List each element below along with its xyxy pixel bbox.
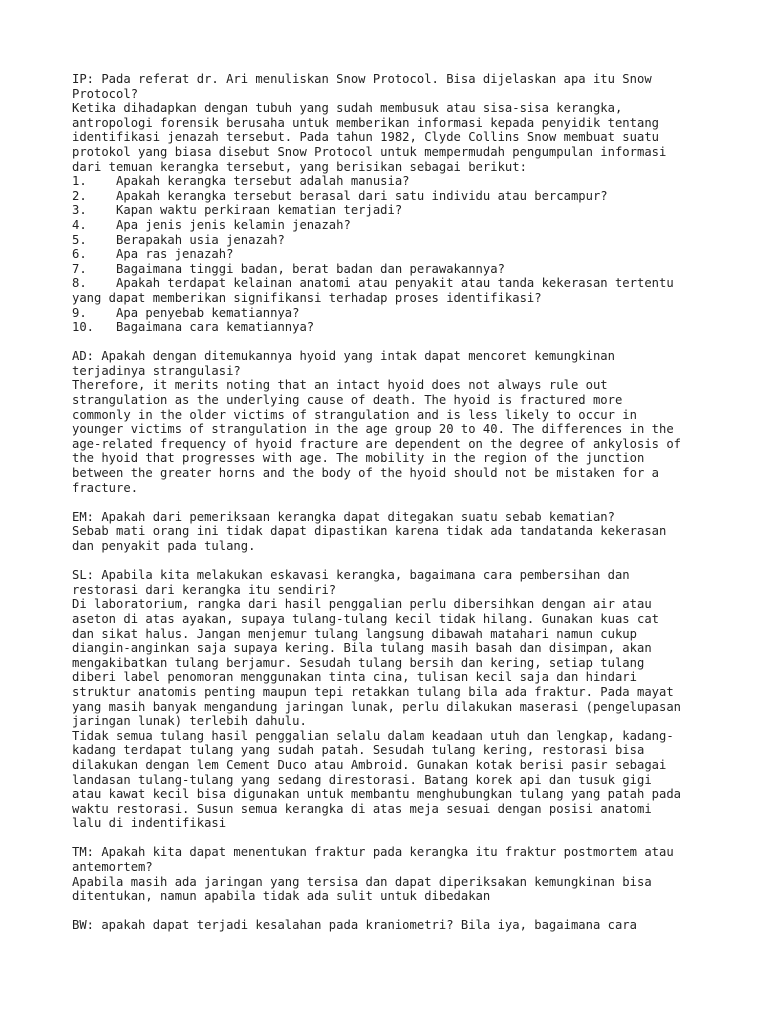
text-line: BW: apakah dapat terjadi kesalahan pada kraniometri? Bila iya, bagaimana cara [72, 918, 637, 933]
text-line: commonly in the older victims of strangulation and is less likely to occur in [72, 407, 637, 422]
text-line: fracture. [72, 480, 139, 495]
list-item: 7. Bagaimana tinggi badan, berat badan dan perawakannya? [72, 261, 505, 276]
section-ad [72, 349, 712, 495]
text-line: kadang terdapat tulang yang sudah patah. Sesudah tulang kering, restorasi bisa [72, 743, 645, 758]
text-line: struktur anatomis penting maupun tepi retakkan tulang bila ada fraktur. Pada mayat [72, 684, 674, 699]
list-item: 8. Apakah terdapat kelainan anatomi atau penyakit atau tanda kekerasan tertentu [72, 276, 674, 291]
section-bw [72, 918, 712, 933]
text-line: mengakibatkan tulang berjamur. Sesudah tulang bersih dan kering, setiap tulang [72, 655, 645, 670]
text-line: identifikasi jenazah tersebut. Pada tahun 1982, Clyde Collins Snow membuat suatu [72, 130, 659, 145]
text-line: protokol yang biasa disebut Snow Protocol untuk mempermudah pengumpulan informasi [72, 144, 667, 159]
text-line: jaringan lunak) terlebih dahulu. [72, 714, 307, 729]
text-line: AD: Apakah dengan ditemukannya hyoid yang intak dapat mencoret kemungkinan [72, 349, 615, 364]
list-item: 3. Kapan waktu perkiraan kematian terjadi? [72, 203, 403, 218]
text-line: EM: Apakah dari pemeriksaan kerangka dapat ditegakan suatu sebab kematian? [72, 509, 615, 524]
text-line: terjadinya strangulasi? [72, 363, 241, 378]
list-item: yang dapat memberikan signifikansi terhadap proses identifikasi? [72, 290, 542, 305]
list-item: 10. Bagaimana cara kematiannya? [72, 320, 315, 335]
text-line: TM: Apakah kita dapat menentukan fraktur pada kerangka itu fraktur postmortem atau [72, 845, 674, 860]
text-line: diberi label penomoran menggunakan tinta cina, tulisan kecil saja dan hindari [72, 670, 637, 685]
text-line: dan sikat halus. Jangan menjemur tulang langsung dibawah matahari namun cukup [72, 626, 637, 641]
list-item: 5. Berapakah usia jenazah? [72, 232, 285, 247]
text-line: atau kawat kecil bisa digunakan untuk membantu menghubungkan tulang yang patah pada [72, 787, 682, 802]
text-line: ditentukan, namun apabila tidak ada sulit untuk dibedakan [72, 889, 491, 904]
text-line: Apabila masih ada jaringan yang tersisa dan dapat diperiksakan kemungkinan bisa [72, 874, 652, 889]
list-item: 6. Apa ras jenazah? [72, 247, 234, 262]
text-line: the hyoid that progresses with age. The mobility in the region of the junction [72, 451, 645, 466]
text-line: Tidak semua tulang hasil penggalian selalu dalam keadaan utuh dan lengkap, kadang- [72, 728, 674, 743]
text-line: aseton di atas ayakan, supaya tulang-tulang kecil tidak hilang. Gunakan kuas cat [72, 611, 659, 626]
text-line: Di laboratorium, rangka dari hasil penggalian perlu dibersihkan dengan air atau [72, 597, 652, 612]
text-line: IP: Pada referat dr. Ari menuliskan Snow Protocol. Bisa dijelaskan apa itu Snow [72, 72, 652, 86]
text-line: restorasi dari kerangka itu sendiri? [72, 582, 337, 597]
section-sl [72, 568, 712, 831]
section-tm [72, 845, 712, 903]
list-item: 1. Apakah kerangka tersebut adalah manusia? [72, 174, 410, 189]
text-line: Therefore, it merits noting that an intact hyoid does not always rule out [72, 378, 608, 393]
text-line: dari temuan kerangka tersebut, yang berisikan sebagai berikut: [72, 159, 527, 174]
text-line: dan penyakit pada tulang. [72, 539, 256, 553]
text-line: strangulation as the underlying cause of death. The hyoid is fractured more [72, 393, 623, 408]
text-line: Ketika dihadapkan dengan tubuh yang sudah membusuk atau sisa-sisa kerangka, [72, 101, 623, 116]
text-line: age-related frequency of hyoid fracture are dependent on the degree of ankylosis of [72, 436, 682, 451]
text-line: diangin-anginkan saja supaya kering. Bila tulang masih basah dan disimpan, akan [72, 641, 652, 656]
text-line: antropologi forensik berusaha untuk memberikan informasi kepada penyidik tentang [72, 115, 659, 130]
list-item: 2. Apakah kerangka tersebut berasal dari satu individu atau bercampur? [72, 188, 608, 203]
list-item: 4. Apa jenis jenis kelamin jenazah? [72, 217, 351, 232]
text-line: yang masih banyak mengandung jaringan lunak, perlu dilakukan maserasi (pengelupasan [72, 699, 682, 714]
text-line: Sebab mati orang ini tidak dapat dipastikan karena tidak ada tandatanda kekerasan [72, 524, 667, 539]
text-line: SL: Apabila kita melakukan eskavasi kerangka, bagaimana cara pembersihan dan [72, 568, 630, 583]
text-line: Protocol? [72, 86, 139, 101]
section-ip [72, 72, 712, 335]
text-line: dilakukan dengan lem Cement Duco atau Ambroid. Gunakan kotak berisi pasir sebagai [72, 757, 667, 772]
text-line: between the greater horns and the body of the hyoid should not be mistaken for a [72, 466, 659, 481]
text-line: antemortem? [72, 860, 153, 875]
text-line: lalu di indentifikasi [72, 816, 227, 831]
text-line: younger victims of strangulation in the age group 20 to 40. The differences in the [72, 422, 674, 437]
text-line: waktu restorasi. Susun semua kerangka di atas meja sesuai dengan posisi anatomi [72, 801, 652, 816]
list-item: 9. Apa penyebab kematiannya? [72, 305, 300, 320]
text-line: landasan tulang-tulang yang sedang direstorasi. Batang korek api dan tusuk gigi [72, 772, 652, 787]
document-page [72, 72, 712, 948]
section-em [72, 510, 712, 554]
